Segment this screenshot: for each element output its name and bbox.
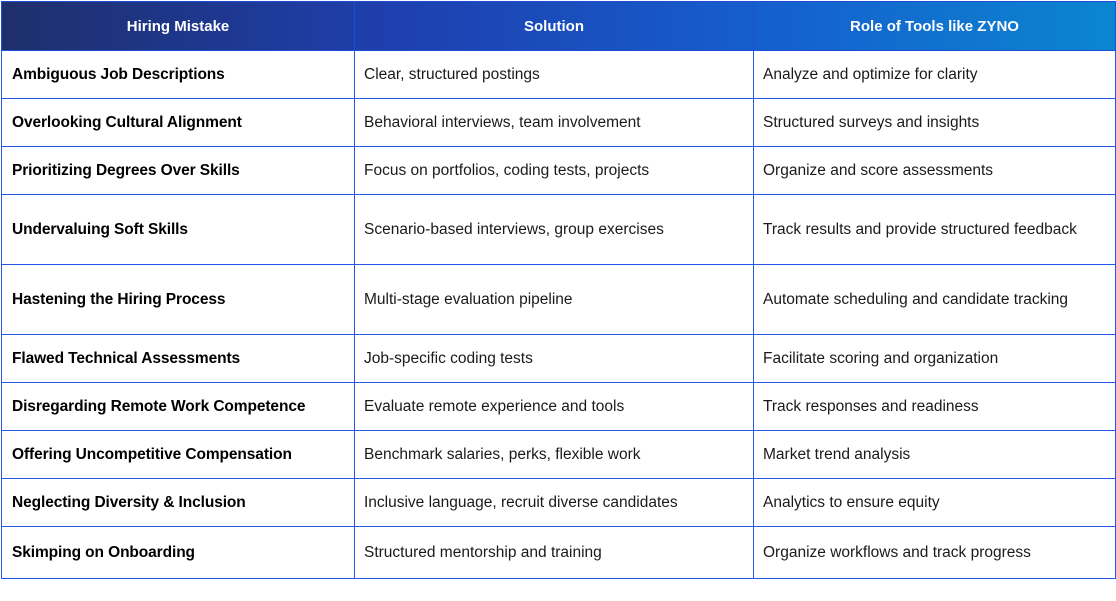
header-solution: Solution	[355, 2, 754, 51]
table-row	[2, 527, 1116, 579]
solution-cell: Scenario-based interviews, group exercises	[355, 195, 754, 265]
role-cell: Track responses and readiness	[754, 383, 1116, 431]
role-cell: Market trend analysis	[754, 431, 1116, 479]
table-row	[2, 195, 1116, 265]
role-cell: Organize workflows and track progress	[754, 527, 1116, 579]
mistake-cell: Overlooking Cultural Alignment	[2, 99, 355, 147]
solution-cell: Benchmark salaries, perks, flexible work	[355, 431, 754, 479]
table-row	[2, 479, 1116, 527]
table-header	[2, 2, 1116, 51]
mistake-cell: Disregarding Remote Work Competence	[2, 383, 355, 431]
role-cell: Automate scheduling and candidate tracking	[754, 265, 1116, 335]
solution-cell: Job-specific coding tests	[355, 335, 754, 383]
mistake-cell: Offering Uncompetitive Compensation	[2, 431, 355, 479]
header-row	[2, 2, 1116, 51]
solution-cell: Inclusive language, recruit diverse candidates	[355, 479, 754, 527]
solution-cell: Focus on portfolios, coding tests, projects	[355, 147, 754, 195]
solution-cell: Structured mentorship and training	[355, 527, 754, 579]
mistake-cell: Undervaluing Soft Skills	[2, 195, 355, 265]
mistake-cell: Ambiguous Job Descriptions	[2, 51, 355, 99]
table-row	[2, 147, 1116, 195]
table-row	[2, 431, 1116, 479]
solution-cell: Multi-stage evaluation pipeline	[355, 265, 754, 335]
role-cell: Analyze and optimize for clarity	[754, 51, 1116, 99]
table-body	[2, 51, 1116, 579]
table-row	[2, 383, 1116, 431]
table-row	[2, 265, 1116, 335]
mistake-cell: Flawed Technical Assessments	[2, 335, 355, 383]
solution-cell: Evaluate remote experience and tools	[355, 383, 754, 431]
role-cell: Track results and provide structured feedback	[754, 195, 1116, 265]
solution-cell: Behavioral interviews, team involvement	[355, 99, 754, 147]
role-cell: Facilitate scoring and organization	[754, 335, 1116, 383]
role-cell: Organize and score assessments	[754, 147, 1116, 195]
mistake-cell: Neglecting Diversity & Inclusion	[2, 479, 355, 527]
role-cell: Analytics to ensure equity	[754, 479, 1116, 527]
header-role-of-tools: Role of Tools like ZYNO	[754, 2, 1116, 51]
hiring-mistakes-table	[1, 1, 1116, 579]
solution-cell: Clear, structured postings	[355, 51, 754, 99]
table-row	[2, 335, 1116, 383]
header-hiring-mistake: Hiring Mistake	[2, 2, 355, 51]
table-row	[2, 99, 1116, 147]
mistake-cell: Skimping on Onboarding	[2, 527, 355, 579]
table-row	[2, 51, 1116, 99]
mistake-cell: Hastening the Hiring Process	[2, 265, 355, 335]
mistake-cell: Prioritizing Degrees Over Skills	[2, 147, 355, 195]
role-cell: Structured surveys and insights	[754, 99, 1116, 147]
